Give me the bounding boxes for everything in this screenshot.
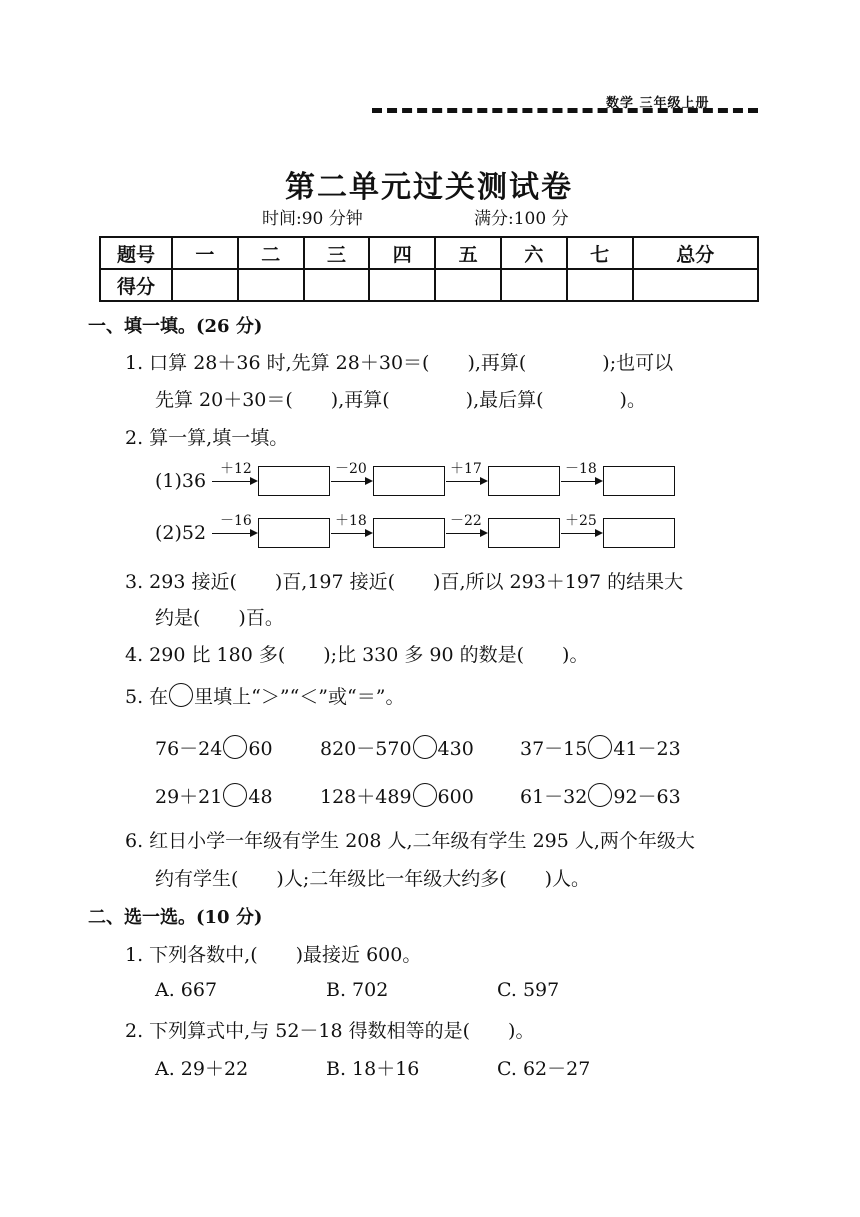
compare-right: 430 xyxy=(437,738,474,760)
arrow-icon xyxy=(446,481,486,482)
s2-q2-option-a[interactable]: A. 29＋22 xyxy=(155,1058,249,1080)
answer-box[interactable] xyxy=(258,466,330,496)
chain2-start: (2)52 xyxy=(155,522,207,544)
compare-left: 37－15 xyxy=(520,738,588,760)
arrow-icon xyxy=(212,481,256,482)
score-cell: 七 xyxy=(567,237,633,269)
chain1-op: －18 xyxy=(565,461,597,477)
chain1-op: －20 xyxy=(335,461,367,477)
section-1-title: 一、填一填。(26 分) xyxy=(88,316,263,337)
arrow-icon xyxy=(331,481,371,482)
compare-circle[interactable] xyxy=(223,735,247,759)
score-input-cell[interactable] xyxy=(369,269,435,301)
compare-circle[interactable] xyxy=(223,783,247,807)
compare-item xyxy=(520,734,681,761)
score-cell: 四 xyxy=(369,237,435,269)
score-input-cell[interactable] xyxy=(633,269,758,301)
score-input-cell[interactable] xyxy=(567,269,633,301)
answer-box[interactable] xyxy=(488,466,560,496)
arrow-icon xyxy=(331,533,371,534)
score-input-cell[interactable] xyxy=(304,269,370,301)
q5-title-post: 里填上“＞”“＜”或“＝”。 xyxy=(194,686,405,708)
q1-line1: 1. 口算 28＋36 时,先算 28＋30＝( ),再算( );也可以 xyxy=(125,352,674,374)
q3-line1: 3. 293 接近( )百,197 接近( )百,所以 293＋197 的结果大 xyxy=(125,571,684,593)
chain2-op: －16 xyxy=(220,513,252,529)
score-cell: 题号 xyxy=(100,237,172,269)
chain1-op: ＋12 xyxy=(220,461,252,477)
answer-box[interactable] xyxy=(603,466,675,496)
q5-title-pre: 5. 在 xyxy=(125,686,169,708)
s2-q2-stem: 2. 下列算式中,与 52－18 得数相等的是( )。 xyxy=(125,1020,535,1042)
score-table-score-row xyxy=(100,269,758,301)
exam-full-score: 满分:100 分 xyxy=(474,209,569,229)
compare-circle[interactable] xyxy=(413,735,437,759)
score-cell: 总分 xyxy=(633,237,758,269)
score-input-cell[interactable] xyxy=(435,269,501,301)
answer-box[interactable] xyxy=(488,518,560,548)
compare-left: 820－570 xyxy=(320,738,412,760)
compare-item xyxy=(155,782,273,809)
q6-line2: 约有学生( )人;二年级比一年级大约多( )人。 xyxy=(155,868,591,890)
book-label: 数学 三年级上册 xyxy=(606,96,710,111)
score-table-header-row xyxy=(100,237,758,269)
arrow-icon xyxy=(561,533,601,534)
s2-q1-option-c[interactable]: C. 597 xyxy=(497,979,560,1001)
score-cell: 五 xyxy=(435,237,501,269)
compare-right: 48 xyxy=(248,786,273,808)
score-cell: 得分 xyxy=(100,269,172,301)
q4: 4. 290 比 180 多( );比 330 多 90 的数是( )。 xyxy=(125,644,589,666)
compare-item xyxy=(155,734,273,761)
page-title: 第二单元过关测试卷 xyxy=(285,170,573,205)
compare-right: 92－63 xyxy=(613,786,681,808)
answer-box[interactable] xyxy=(373,518,445,548)
s2-q1-option-b[interactable]: B. 702 xyxy=(326,979,389,1001)
answer-box[interactable] xyxy=(603,518,675,548)
exam-time: 时间:90 分钟 xyxy=(262,209,363,229)
arrow-icon xyxy=(212,533,256,534)
score-cell: 一 xyxy=(172,237,238,269)
answer-box[interactable] xyxy=(373,466,445,496)
score-input-cell[interactable] xyxy=(501,269,567,301)
compare-left: 29＋21 xyxy=(155,786,223,808)
chain1-op: ＋17 xyxy=(450,461,482,477)
compare-left: 61－32 xyxy=(520,786,588,808)
compare-right: 60 xyxy=(248,738,273,760)
compare-left: 76－24 xyxy=(155,738,223,760)
chain2-op: ＋25 xyxy=(565,513,597,529)
q3-line2: 约是( )百。 xyxy=(155,607,284,629)
score-input-cell[interactable] xyxy=(172,269,238,301)
header-dash-line xyxy=(372,108,758,113)
compare-circle[interactable] xyxy=(413,783,437,807)
q5-title xyxy=(125,682,404,709)
q2-title: 2. 算一算,填一填。 xyxy=(125,427,289,449)
section-2-title: 二、选一选。(10 分) xyxy=(88,907,263,928)
answer-box[interactable] xyxy=(258,518,330,548)
s2-q2-option-c[interactable]: C. 62－27 xyxy=(497,1058,591,1080)
score-cell: 二 xyxy=(238,237,304,269)
compare-item xyxy=(520,782,681,809)
score-table xyxy=(99,236,759,302)
s2-q2-option-b[interactable]: B. 18＋16 xyxy=(326,1058,420,1080)
q6-line1: 6. 红日小学一年级有学生 208 人,二年级有学生 295 人,两个年级大 xyxy=(125,830,695,852)
circle-icon xyxy=(169,683,193,707)
score-cell: 六 xyxy=(501,237,567,269)
chain2-op: ＋18 xyxy=(335,513,367,529)
score-input-cell[interactable] xyxy=(238,269,304,301)
compare-item xyxy=(320,734,474,761)
compare-item xyxy=(320,782,474,809)
chain2-op: －22 xyxy=(450,513,482,529)
chain1-start: (1)36 xyxy=(155,470,207,492)
q1-line2: 先算 20＋30＝( ),再算( ),最后算( )。 xyxy=(155,389,646,411)
compare-circle[interactable] xyxy=(588,783,612,807)
compare-right: 41－23 xyxy=(613,738,681,760)
s2-q1-option-a[interactable]: A. 667 xyxy=(155,979,218,1001)
arrow-icon xyxy=(446,533,486,534)
s2-q1-stem: 1. 下列各数中,( )最接近 600。 xyxy=(125,944,422,966)
compare-right: 600 xyxy=(437,786,474,808)
compare-left: 128＋489 xyxy=(320,786,412,808)
score-cell: 三 xyxy=(304,237,370,269)
arrow-icon xyxy=(561,481,601,482)
compare-circle[interactable] xyxy=(588,735,612,759)
